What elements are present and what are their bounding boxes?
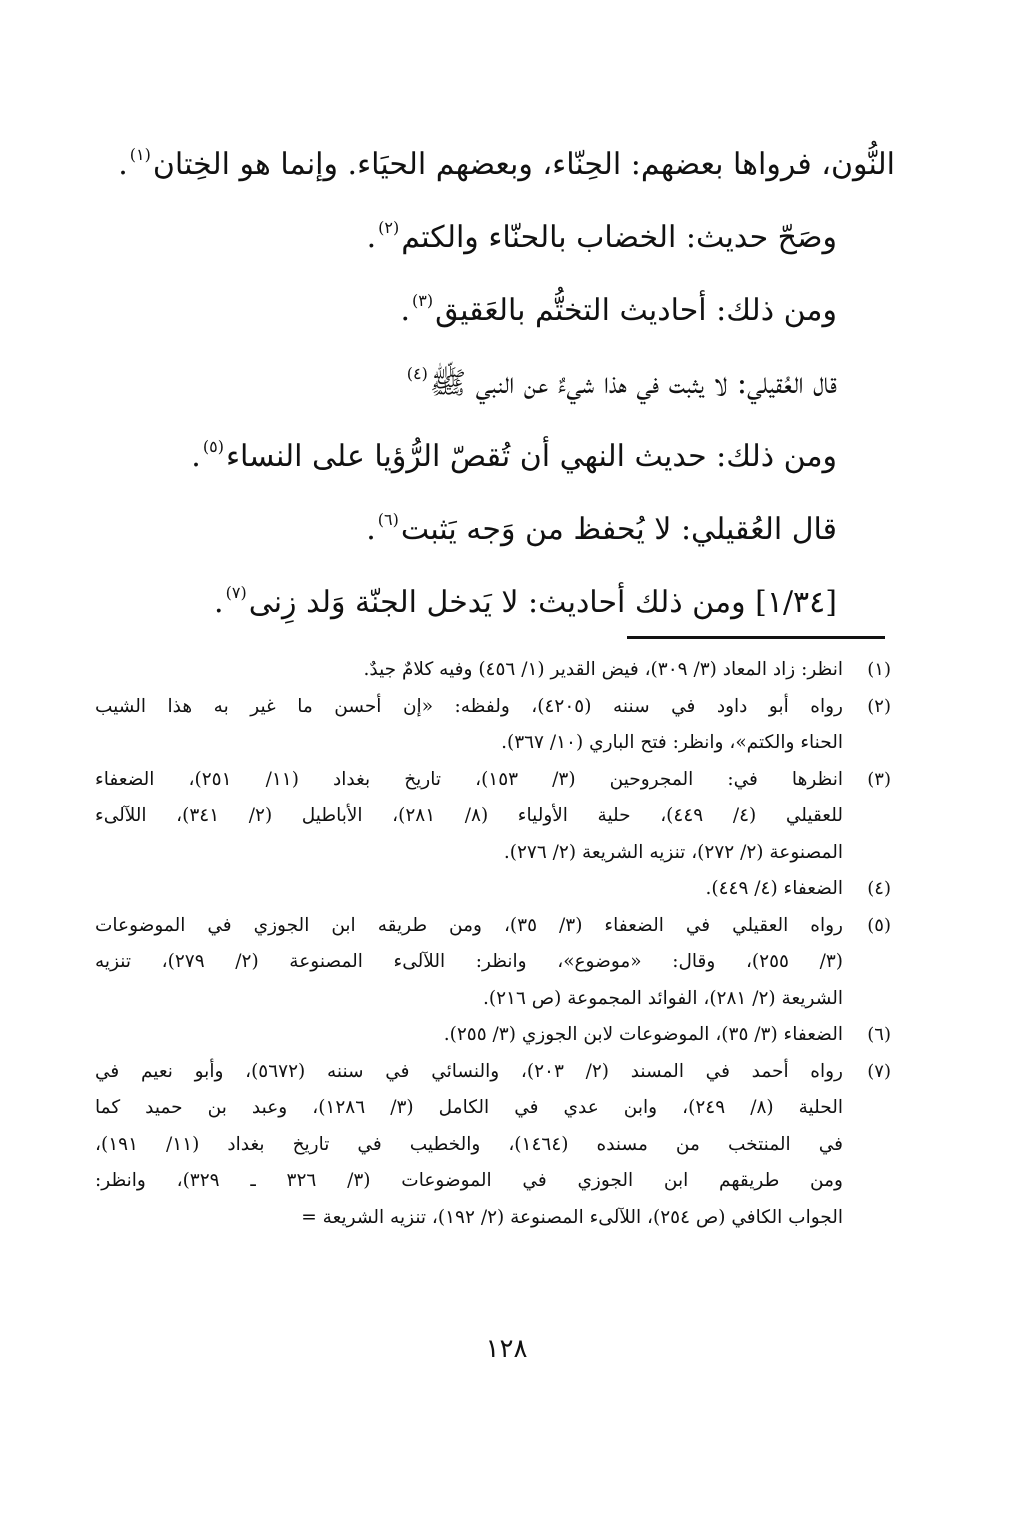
footnote — [95, 1054, 895, 1237]
footnote — [95, 652, 895, 689]
footnote-number: (٧) — [867, 1060, 891, 1082]
footnotes — [95, 652, 895, 1236]
footnote-text: رواه أحمد في المسند (٢/ ٢٠٣)، والنسائي في سننه (٥٦٧٢)، وأبو نعيم في الحلية (٨/ ٢٤٩)، وابن عدي في الكامل (٣/ ١٢٨٦)، وعبد بن حميد كما في المنتخب من مسنده (١٤٦٤)، والخطيب في تاريخ بغداد (١١/ ١٩١)، ومن طريقهم ابن الجوزي في الموضوعات (٣/ ٣٢٦ ـ ٣٢٩)، وانظر: الجواب الكافي (ص ٢٥٤)، اللآلىء المصنوعة (٢/ ١٩٢)، تنزيه الشريعة = — [95, 1060, 843, 1228]
footnote-separator — [627, 636, 885, 639]
main-line: وصَحّ حديث: الخضاب بالحنّاء والكتم$^{(٢)}$. — [366, 218, 837, 255]
footnote-marker[interactable]: (١) — [129, 145, 151, 164]
footnote — [95, 1017, 895, 1054]
footnote-marker[interactable]: (٦) — [377, 510, 399, 529]
footnote — [95, 908, 895, 1018]
footnote-number: (٣) — [867, 768, 891, 790]
footnote-number: (١) — [867, 659, 891, 680]
footnote-text: انظرها في: المجروحين (٣/ ١٥٣)، تاريخ بغداد (١١/ ٢٥١)، الضعفاء للعقيلي (٤/ ٤٤٩)، حلية الأولياء (٨/ ٢٨١)، الأباطيل (٢/ ٣٤١)، اللآلىء المصنوعة (٢/ ٢٧٢)، تنزيه الشريعة (٢/ ٢٧٦). — [95, 768, 843, 863]
footnote-marker[interactable]: (٢) — [378, 218, 400, 237]
page-number: ١٢٨ — [485, 1334, 528, 1364]
main-line: ومن ذلك: حديث النهي أن تُقصّ الرُّؤيا على النساء$^{(٥)}$. — [191, 437, 837, 474]
main-line: قال العُقيلي: لا يثبت في هذا شيءٌ عن النبي ﷺ$^{(٤)}$ — [406, 364, 837, 401]
main-text — [95, 118, 895, 629]
footnote-number: (٥) — [867, 914, 891, 936]
footnote — [95, 689, 895, 762]
main-line: [١/٣٤] ومن ذلك أحاديث: لا يَدخل الجنّة وَلد زِنى$^{(٧)}$. — [214, 583, 837, 620]
footnote-number: (٦) — [867, 1024, 891, 1045]
footnote-text: رواه العقيلي في الضعفاء (٣/ ٣٥)، ومن طريقه ابن الجوزي في الموضوعات (٣/ ٢٥٥)، وقال: «موضوع»، وانظر: اللآلىء المصنوعة (٢/ ٢٧٩)، تنزيه الشريعة (٢/ ٢٨١)، الفوائد المجموعة (ص ٢١٦). — [95, 914, 843, 1009]
main-line: ومن ذلك: أحاديث التختُّم بالعَقيق$^{(٣)}$. — [400, 291, 837, 328]
footnote-number: (٤) — [867, 878, 891, 899]
footnote-text: رواه أبو داود في سننه (٤٢٠٥)، ولفظه: «إن أحسن ما غير به هذا الشيب الحناء والكتم»، وانظر: فتح الباري (١٠/ ٣٦٧). — [95, 695, 843, 753]
footnote-number: (٢) — [867, 695, 891, 717]
main-line: قال العُقيلي: لا يُحفظ من وَجه يَثبت$^{(٦)}$. — [366, 510, 837, 547]
footnote-text: الضعفاء (٣/ ٣٥)، الموضوعات لابن الجوزي (٣/ ٢٥٥). — [443, 1024, 843, 1045]
footnote-marker[interactable]: (٤) — [406, 364, 428, 383]
footnote-marker[interactable]: (٧) — [225, 583, 247, 602]
footnote-marker[interactable]: (٣) — [412, 291, 434, 310]
footnote-marker[interactable]: (٥) — [202, 437, 224, 456]
main-line: النُّون، فرواها بعضهم: الحِنّاء، وبعضهم الحيَاء. وإنما هو الخِتان$^{(١)}$. — [118, 145, 895, 182]
footnote — [95, 871, 895, 908]
footnote — [95, 762, 895, 872]
footnote-text: الضعفاء (٤/ ٤٤٩). — [705, 878, 843, 899]
footnote-text: انظر: زاد المعاد (٣/ ٣٠٩)، فيض القدير (١/ ٤٥٦) وفيه كلامٌ جيدٌ. — [363, 659, 843, 680]
